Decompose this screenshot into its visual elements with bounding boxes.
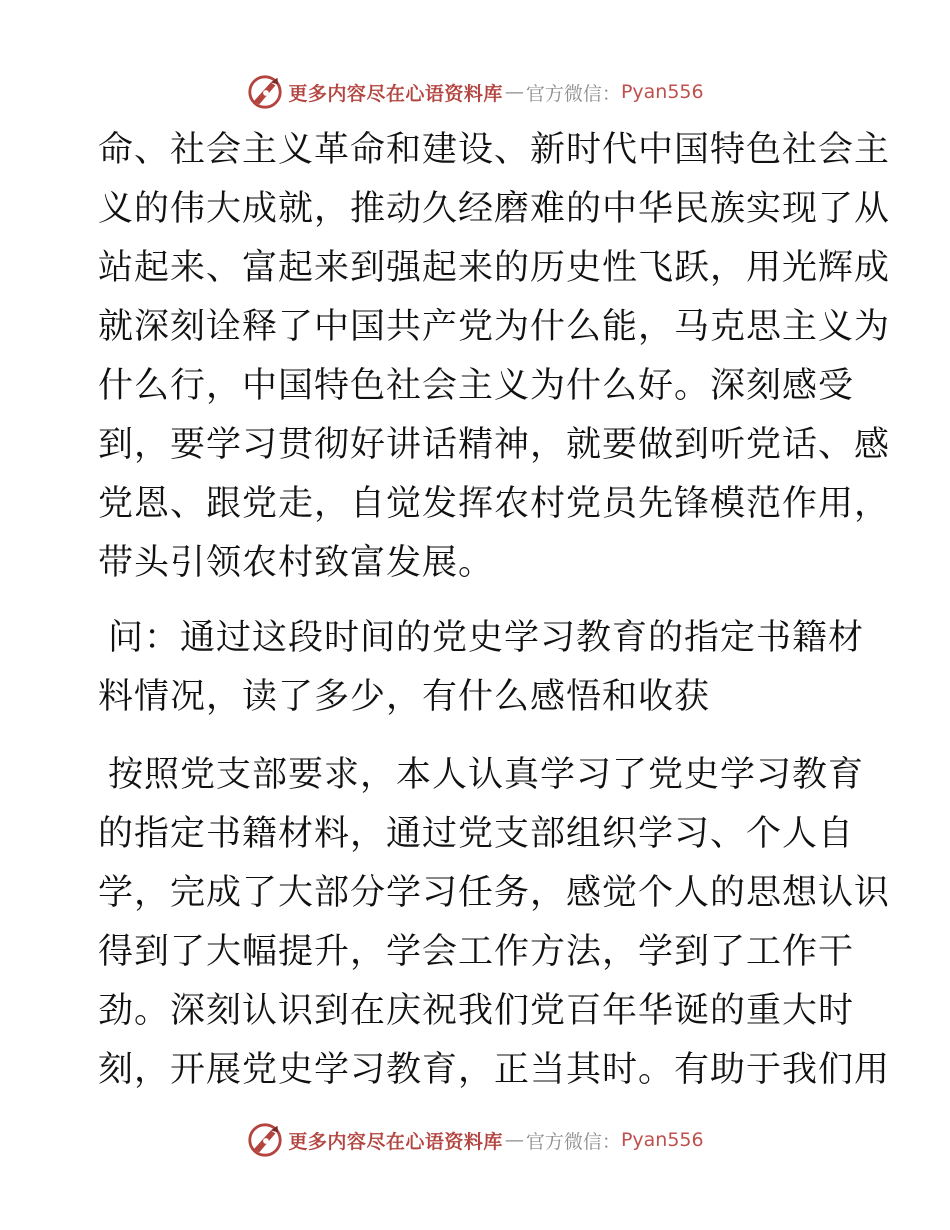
watermark-separator: — <box>504 1129 524 1151</box>
watermark-site-name: 更多内容尽在心语资料库 <box>288 1130 503 1153</box>
text-line: 什么行，中国特色社会主义为什么好。深刻感受 <box>98 366 855 406</box>
answer-paragraph <box>98 746 891 1100</box>
paragraph-spacer <box>98 593 858 609</box>
watermark-wechat-label: 官方微信： <box>525 1130 621 1153</box>
text-line: 得到了大幅提升，学会工作方法，学到了工作干 <box>98 932 855 972</box>
watermark-wechat-id: Pyan556 <box>620 81 704 103</box>
watermark-separator: — <box>504 81 524 103</box>
text-line: 劲。深刻认识到在庆祝我们党百年华诞的重大时 <box>98 991 855 1031</box>
watermark-site-name: 更多内容尽在心语资料库 <box>288 82 503 105</box>
question-paragraph <box>98 609 865 727</box>
header-watermark <box>0 70 950 114</box>
text-line: 义的伟大成就，推动久经磨难的中华民族实现了从 <box>98 189 891 229</box>
document-body <box>98 121 891 1100</box>
watermark-wechat-label: 官方微信： <box>525 82 621 105</box>
text-line: 带头引领农村致富发展。 <box>98 543 495 583</box>
text-line: 命、社会主义革命和建设、新时代中国特色社会主 <box>98 130 891 170</box>
text-line: 到，要学习贯彻好讲话精神，就要做到听党话、感 <box>98 425 891 465</box>
text-line: 按照党支部要求，本人认真学习了党史学习教育 <box>108 755 865 795</box>
text-line: 刻，开展党史学习教育，正当其时。有助于我们用 <box>98 1050 891 1090</box>
question-line: 问：通过这段时间的党史学习教育的指定书籍材 <box>108 618 865 658</box>
pen-logo-icon <box>246 1121 284 1159</box>
question-line: 料情况，读了多少，有什么感悟和收获 <box>98 677 711 717</box>
watermark-wechat-id: Pyan556 <box>620 1129 704 1151</box>
text-line: 就深刻诠释了中国共产党为什么能，马克思主义为 <box>98 307 891 347</box>
paragraph-1 <box>98 121 891 593</box>
text-line: 党恩、跟党走，自觉发挥农村党员先锋模范作用， <box>98 484 891 524</box>
text-line: 的指定书籍材料，通过党支部组织学习、个人自 <box>98 814 855 854</box>
footer-watermark <box>0 1118 950 1162</box>
pen-logo-icon <box>246 73 284 111</box>
text-line: 学，完成了大部分学习任务，感觉个人的思想认识 <box>98 873 891 913</box>
paragraph-spacer <box>98 727 858 746</box>
text-line: 站起来、富起来到强起来的历史性飞跃，用光辉成 <box>98 248 891 288</box>
